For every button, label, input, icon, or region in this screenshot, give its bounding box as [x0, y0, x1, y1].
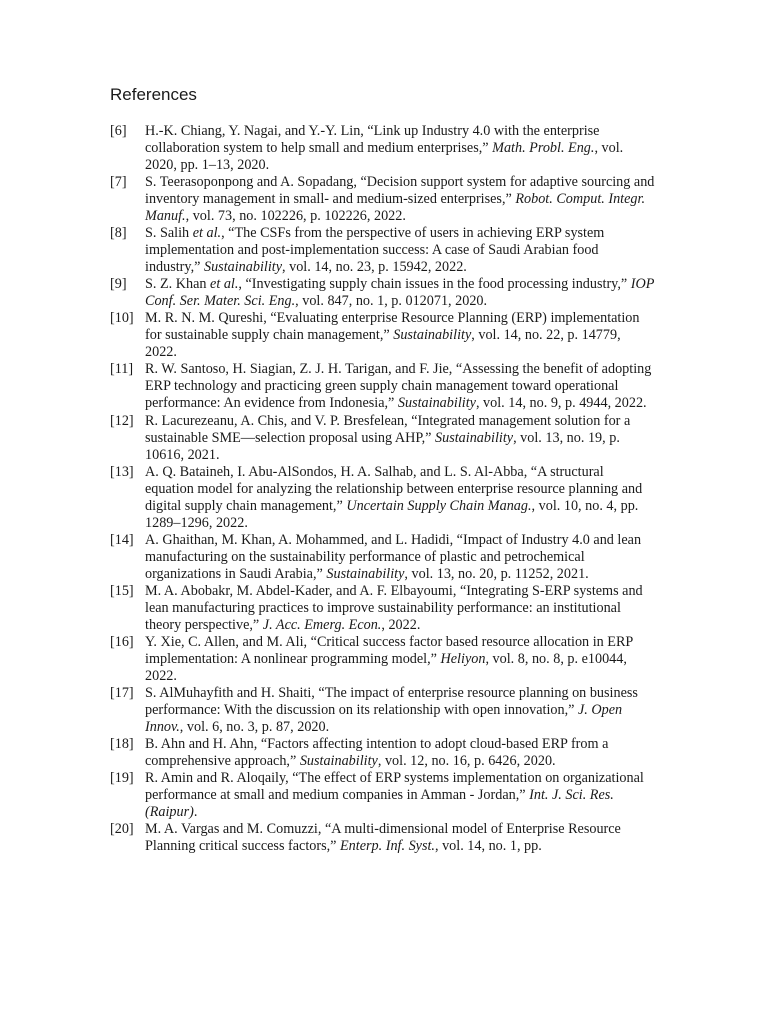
reference-venue: J. Acc. Emerg. Econ. [262, 616, 382, 633]
reference-item [110, 736, 655, 770]
reference-details: , vol. 8, no. 8, p. e10044, 2022. [145, 650, 627, 684]
reference-item [110, 685, 655, 736]
reference-authors-title: Y. Xie, C. Allen, and M. Ali, “Critical success factor based resource allocation in ERP implementation: A nonlinear programming model,” [145, 633, 633, 667]
reference-text [145, 310, 640, 360]
reference-venue: Sustainability [203, 259, 283, 276]
reference-text [145, 123, 623, 173]
reference-authors-title: R. Lacurezeanu, A. Chis, and V. P. Bresfelean, “Integrated management solution for a sustainable SME—selection proposal using AHP,” [145, 412, 631, 446]
reference-item [110, 413, 655, 464]
reference-venue: Robot. Comput. Integr. Manuf. [145, 191, 645, 225]
reference-authors-title: R. W. Santoso, H. Siagian, Z. J. H. Tarigan, and F. Jie, “Assessing the benefit of adopting ERP technology and practicing green supply chain management toward operational performance: An evidence from Indonesia,” [145, 361, 652, 412]
reference-authors-title: A. Ghaithan, M. Khan, A. Mohammed, and L. Hadidi, “Impact of Industry 4.0 and lean manufacturing on the sustainability performance of plastic and petrochemical organizations in Saudi Arabia,” [145, 531, 642, 582]
reference-details: , vol. 13, no. 20, p. 11252, 2021. [404, 565, 589, 582]
reference-venue: IOP Conf. Ser. Mater. Sci. Eng. [145, 276, 655, 310]
reference-item [110, 123, 655, 174]
reference-authors-title: S. AlMuhayfith and H. Shaiti, “The impact of enterprise resource planning on business performance: With the discussion on its relationship with open innovation,” [145, 685, 638, 719]
reference-number: [11] [110, 361, 134, 378]
reference-item [110, 225, 655, 276]
reference-details: , vol. 13, no. 19, p. 10616, 2021. [145, 429, 620, 463]
reference-venue: Heliyon [440, 650, 486, 667]
reference-item [110, 310, 655, 361]
reference-number: [18] [110, 736, 134, 753]
reference-number: [20] [110, 821, 134, 838]
reference-number: [10] [110, 310, 134, 327]
reference-details: , vol. 6, no. 3, p. 87, 2020. [179, 719, 330, 736]
section-heading: References [110, 85, 197, 104]
reference-text [145, 634, 633, 684]
reference-et-al: et al. [210, 276, 239, 293]
reference-text [145, 821, 621, 854]
reference-number: [7] [110, 174, 127, 191]
reference-number: [19] [110, 770, 134, 787]
reference-authors-title: M. R. N. M. Qureshi, “Evaluating enterprise Resource Planning (ERP) implementation for sustainable supply chain management,” [145, 310, 640, 344]
reference-item [110, 174, 655, 225]
reference-details: , 2022. [381, 616, 421, 633]
reference-venue: Sustainability [393, 327, 472, 344]
reference-text [145, 532, 641, 582]
reference-details: , vol. 14, no. 1, pp. [434, 838, 542, 855]
reference-number: [12] [110, 412, 134, 429]
reference-details: . [193, 804, 198, 821]
reference-details: , vol. 14, no. 22, p. 14779, 2022. [145, 327, 621, 361]
reference-authors-title: M. A. Vargas and M. Comuzzi, “A multi-dimensional model of Enterprise Resource Planning critical success factors,” [145, 821, 621, 855]
reference-number: [8] [110, 225, 127, 242]
reference-text [145, 225, 604, 275]
reference-venue: Sustainability [299, 753, 378, 770]
reference-details: , vol. 73, no. 102226, p. 102226, 2022. [185, 208, 406, 225]
reference-venue: Sustainability [326, 565, 405, 582]
reference-text [145, 685, 638, 735]
reference-title: , “Investigating supply chain issues in the food processing industry,” [238, 276, 631, 293]
reference-item [110, 634, 655, 685]
reference-authors-title: S. Z. Khan [145, 276, 211, 293]
reference-item [110, 464, 655, 532]
reference-number: [13] [110, 463, 134, 480]
reference-item [110, 583, 655, 634]
reference-authors-title: R. Amin and R. Aloqaily, “The effect of ERP systems implementation on organizational performance at small and medium companies in Amman - Jordan,” [145, 770, 644, 804]
reference-details: , vol. 10, no. 4, pp. 1289–1296, 2022. [145, 497, 639, 531]
reference-text [145, 583, 643, 633]
reference-details: , vol. 2020, pp. 1–13, 2020. [145, 140, 624, 173]
reference-number: [17] [110, 685, 134, 702]
reference-text [145, 276, 654, 309]
reference-text [145, 413, 630, 463]
reference-text [145, 770, 644, 820]
reference-number: [16] [110, 633, 134, 650]
reference-number: [14] [110, 531, 134, 548]
reference-text [145, 361, 651, 411]
reference-venue: Enterp. Inf. Syst. [340, 838, 435, 855]
reference-list [110, 123, 655, 855]
reference-item [110, 821, 655, 855]
reference-details: , vol. 847, no. 1, p. 012071, 2020. [295, 293, 488, 310]
reference-item [110, 276, 655, 310]
reference-authors-title: H.-K. Chiang, Y. Nagai, and Y.-Y. Lin, “Link up Industry 4.0 with the enterprise collaboration system to help small and medium enterprises,” [145, 123, 600, 156]
reference-text [145, 736, 608, 769]
reference-venue: Sustainability [435, 429, 514, 446]
reference-text [145, 464, 642, 531]
reference-authors-title: S. Salih [145, 225, 193, 242]
reference-venue: Sustainability [397, 395, 476, 412]
reference-et-al: et al. [192, 225, 222, 242]
reference-item [110, 770, 655, 821]
reference-authors-title: S. Teerasoponpong and A. Sopadang, “Decision support system for adaptive sourcing and inventory management in small- and medium-sized enterprises,” [145, 174, 655, 208]
reference-text [145, 174, 654, 224]
reference-venue: Int. J. Sci. Res. (Raipur) [145, 787, 614, 821]
reference-authors-title: M. A. Abobakr, M. Abdel-Kader, and A. F. Elbayoumi, “Integrating S-ERP systems and lean manufacturing practices to improve sustainability performance: an institutional theory perspective,” [145, 582, 643, 633]
reference-number: [9] [110, 276, 127, 293]
reference-details: , vol. 14, no. 23, p. 15942, 2022. [282, 259, 467, 276]
reference-authors-title: A. Q. Bataineh, I. Abu-AlSondos, H. A. Salhab, and L. S. Al-Abba, “A structural equation model for analyzing the relationship between enterprise resource planning and digital supply chain management,” [145, 463, 643, 514]
reference-number: [6] [110, 123, 127, 139]
reference-venue: J. Open Innov. [145, 702, 623, 736]
reference-venue: Uncertain Supply Chain Manag. [346, 497, 532, 514]
reference-details: , vol. 14, no. 9, p. 4944, 2022. [475, 395, 647, 412]
reference-item [110, 361, 655, 412]
reference-item [110, 532, 655, 583]
reference-number: [15] [110, 582, 134, 599]
reference-venue: Math. Probl. Eng. [492, 140, 595, 156]
reference-details: , vol. 12, no. 16, p. 6426, 2020. [377, 753, 556, 770]
reference-title: , “The CSFs from the perspective of users in achieving ERP system implementation and post-implementation success: A case of Saudi Arabian food industry,” [145, 225, 605, 276]
reference-authors-title: B. Ahn and H. Ahn, “Factors affecting intention to adopt cloud-based ERP from a comprehensive approach,” [145, 736, 609, 770]
